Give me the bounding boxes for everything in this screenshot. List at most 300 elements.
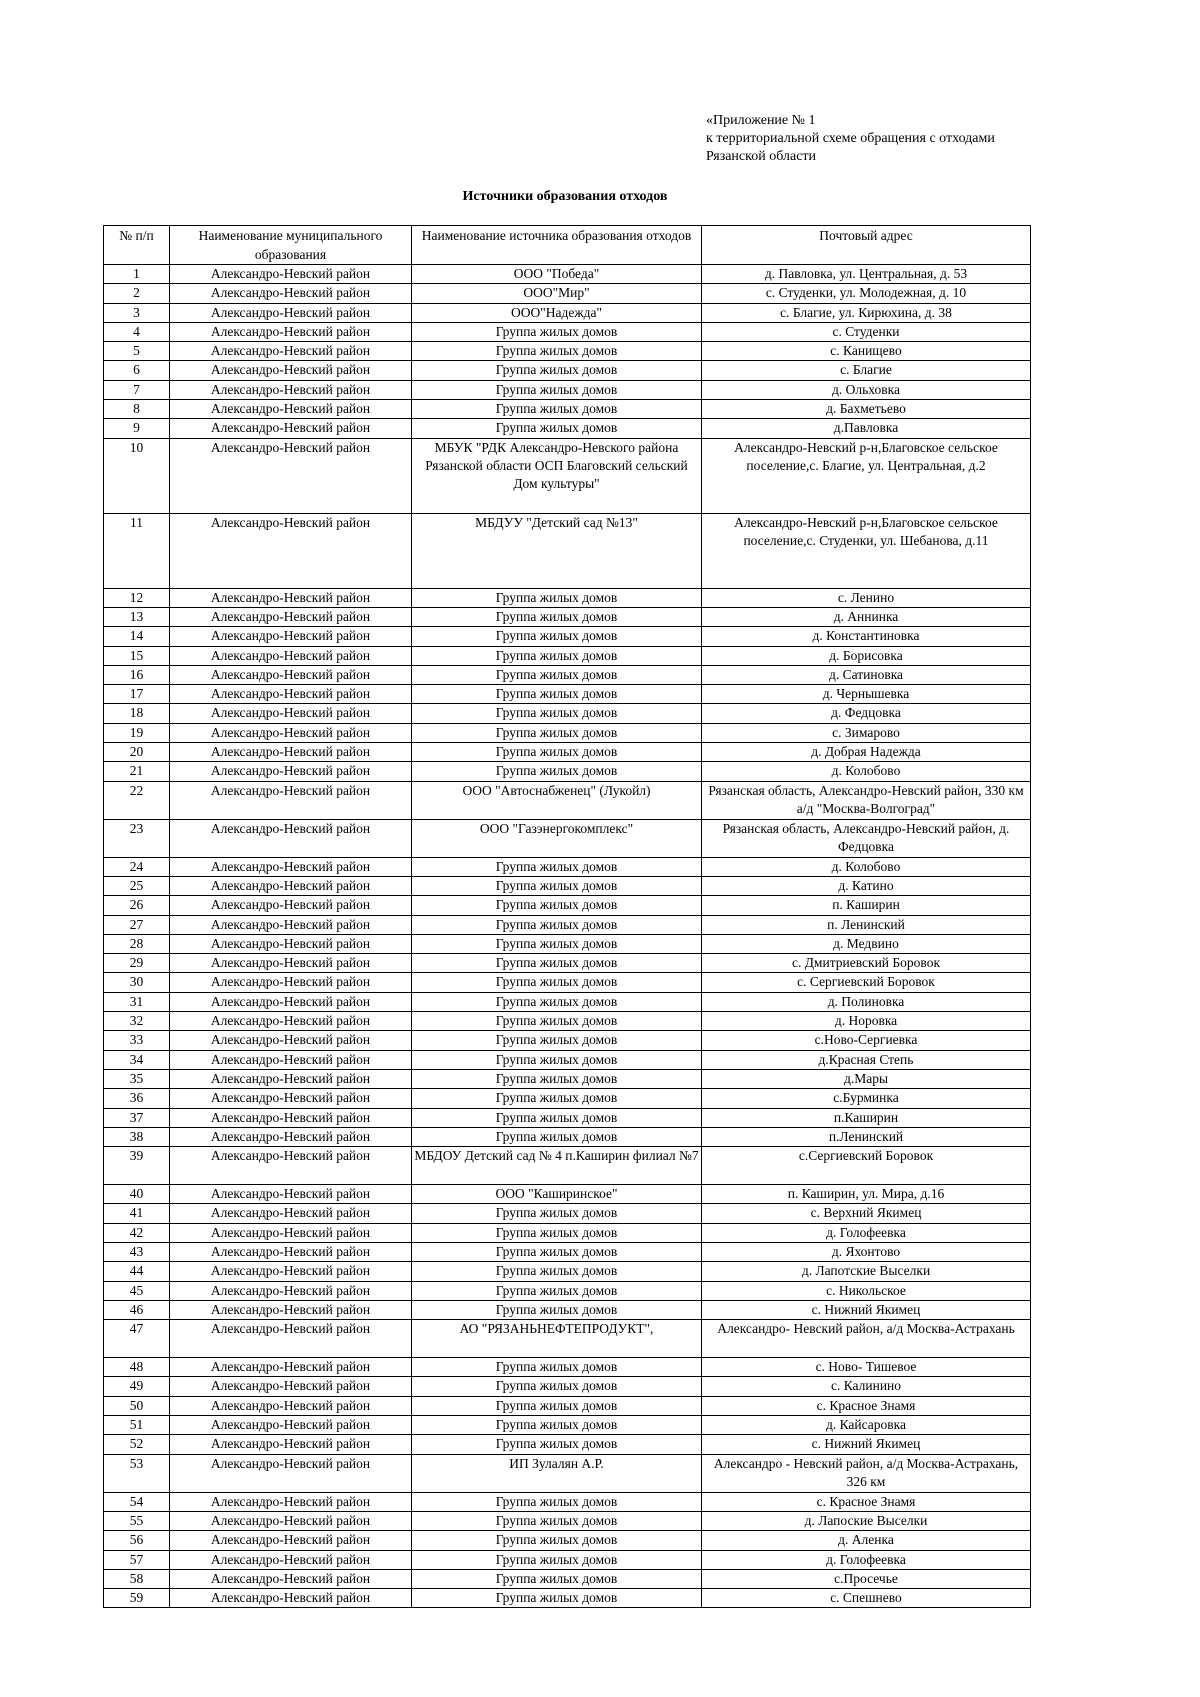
table-row	[104, 1589, 1031, 1608]
cell-address: д. Колобово	[702, 857, 1031, 876]
cell-number: 8	[104, 400, 170, 419]
table-row	[104, 954, 1031, 973]
cell-number: 34	[104, 1050, 170, 1069]
cell-source: Группа жилых домов	[412, 1262, 702, 1281]
cell-number: 38	[104, 1127, 170, 1146]
cell-source: Группа жилых домов	[412, 1589, 702, 1608]
cell-source: Группа жилых домов	[412, 762, 702, 781]
cell-municipality: Александро-Невский район	[170, 627, 412, 646]
cell-address: с. Канищево	[702, 342, 1031, 361]
cell-source: Группа жилых домов	[412, 1531, 702, 1550]
cell-municipality: Александро-Невский район	[170, 342, 412, 361]
cell-source: Группа жилых домов	[412, 1492, 702, 1511]
cell-source: Группа жилых домов	[412, 992, 702, 1011]
table-row	[104, 1089, 1031, 1108]
cell-municipality: Александро-Невский район	[170, 665, 412, 684]
table-row	[104, 876, 1031, 895]
table-body	[104, 265, 1031, 1608]
cell-source: Группа жилых домов	[412, 1281, 702, 1300]
table-row	[104, 438, 1031, 513]
table-row	[104, 1069, 1031, 1088]
table-row	[104, 400, 1031, 419]
cell-source: Группа жилых домов	[412, 419, 702, 438]
cell-address: с. Нижний Якимец	[702, 1300, 1031, 1319]
cell-number: 59	[104, 1589, 170, 1608]
cell-municipality: Александро-Невский район	[170, 646, 412, 665]
cell-source: АО "РЯЗАНЬНЕФТЕПРОДУКТ",	[412, 1320, 702, 1358]
cell-municipality: Александро-Невский район	[170, 1531, 412, 1550]
cell-source: Группа жилых домов	[412, 896, 702, 915]
cell-municipality: Александро-Невский район	[170, 685, 412, 704]
table-row	[104, 1050, 1031, 1069]
cell-number: 26	[104, 896, 170, 915]
table-row	[104, 1416, 1031, 1435]
cell-number: 46	[104, 1300, 170, 1319]
cell-municipality: Александро-Невский район	[170, 1281, 412, 1300]
cell-municipality: Александро-Невский район	[170, 1204, 412, 1223]
cell-number: 7	[104, 380, 170, 399]
cell-municipality: Александро-Невский район	[170, 1377, 412, 1396]
cell-municipality: Александро-Невский район	[170, 513, 412, 588]
cell-source: Группа жилых домов	[412, 1396, 702, 1415]
cell-source: Группа жилых домов	[412, 361, 702, 380]
cell-address: с. Дмитриевский Боровок	[702, 954, 1031, 973]
annex-line-1: «Приложение № 1	[706, 113, 816, 128]
cell-address: Александро - Невский район, а/д Москва-Астрахань, 326 км	[702, 1454, 1031, 1492]
cell-source: Группа жилых домов	[412, 1511, 702, 1530]
table-row	[104, 265, 1031, 284]
cell-address: с. Зимарово	[702, 723, 1031, 742]
cell-number: 17	[104, 685, 170, 704]
annex-block	[706, 112, 995, 166]
document-title: Источники образования отходов	[462, 189, 668, 204]
cell-address: с. Благие	[702, 361, 1031, 380]
cell-number: 51	[104, 1416, 170, 1435]
cell-municipality: Александро-Невский район	[170, 1492, 412, 1511]
cell-number: 32	[104, 1012, 170, 1031]
cell-address: п. Ленинский	[702, 915, 1031, 934]
cell-number: 1	[104, 265, 170, 284]
table-header-row	[104, 226, 1031, 265]
cell-source: ООО"Надежда"	[412, 303, 702, 322]
cell-address: д. Катино	[702, 876, 1031, 895]
cell-source: Группа жилых домов	[412, 934, 702, 953]
cell-address: д. Павловка, ул. Центральная, д. 53	[702, 265, 1031, 284]
cell-source: Группа жилых домов	[412, 322, 702, 341]
cell-address: д. Голофеевка	[702, 1223, 1031, 1242]
cell-municipality: Александро-Невский район	[170, 857, 412, 876]
table-row	[104, 1492, 1031, 1511]
cell-address: с.Бурминка	[702, 1089, 1031, 1108]
cell-municipality: Александро-Невский район	[170, 1320, 412, 1358]
table-row	[104, 1127, 1031, 1146]
table-row	[104, 1569, 1031, 1588]
cell-address: Рязанская область, Александро-Невский район, 330 км а/д "Москва-Волгоград"	[702, 781, 1031, 819]
table-row	[104, 419, 1031, 438]
cell-source: Группа жилых домов	[412, 954, 702, 973]
table-row	[104, 1012, 1031, 1031]
cell-source: Группа жилых домов	[412, 1108, 702, 1127]
header-municipality: Наименование муниципального образования	[170, 226, 412, 265]
cell-number: 36	[104, 1089, 170, 1108]
table-row	[104, 973, 1031, 992]
cell-address: с.Ново-Сергиевка	[702, 1031, 1031, 1050]
cell-municipality: Александро-Невский район	[170, 1089, 412, 1108]
cell-municipality: Александро-Невский район	[170, 419, 412, 438]
cell-source: ООО "Каширинское"	[412, 1185, 702, 1204]
cell-source: Группа жилых домов	[412, 627, 702, 646]
cell-address: д.Красная Степь	[702, 1050, 1031, 1069]
cell-number: 18	[104, 704, 170, 723]
table-row	[104, 915, 1031, 934]
cell-number: 31	[104, 992, 170, 1011]
cell-municipality: Александро-Невский район	[170, 322, 412, 341]
cell-number: 20	[104, 743, 170, 762]
cell-number: 29	[104, 954, 170, 973]
cell-address: с. Сергиевский Боровок	[702, 973, 1031, 992]
cell-number: 56	[104, 1531, 170, 1550]
cell-municipality: Александро-Невский район	[170, 819, 412, 857]
cell-municipality: Александро-Невский район	[170, 1454, 412, 1492]
table-row	[104, 361, 1031, 380]
cell-source: МБДОУ Детский сад № 4 п.Каширин филиал №7	[412, 1147, 702, 1185]
cell-number: 9	[104, 419, 170, 438]
cell-number: 27	[104, 915, 170, 934]
table-row	[104, 1550, 1031, 1569]
table-row	[104, 896, 1031, 915]
table-row	[104, 723, 1031, 742]
cell-address: Александро-Невский р-н,Благовское сельское поселение,с. Студенки, ул. Шебанова, д.11	[702, 513, 1031, 588]
cell-address: с.Сергиевский Боровок	[702, 1147, 1031, 1185]
cell-municipality: Александро-Невский район	[170, 762, 412, 781]
cell-address: д. Федцовка	[702, 704, 1031, 723]
cell-source: Группа жилых домов	[412, 743, 702, 762]
cell-number: 25	[104, 876, 170, 895]
cell-address: д. Кайсаровка	[702, 1416, 1031, 1435]
cell-number: 47	[104, 1320, 170, 1358]
cell-number: 13	[104, 607, 170, 626]
table-row	[104, 588, 1031, 607]
cell-source: МБДУУ "Детский сад №13"	[412, 513, 702, 588]
cell-address: п.Каширин	[702, 1108, 1031, 1127]
cell-source: Группа жилых домов	[412, 1069, 702, 1088]
cell-source: Группа жилых домов	[412, 1300, 702, 1319]
cell-number: 3	[104, 303, 170, 322]
cell-municipality: Александро-Невский район	[170, 400, 412, 419]
cell-source: Группа жилых домов	[412, 1242, 702, 1261]
cell-municipality: Александро-Невский район	[170, 607, 412, 626]
cell-number: 23	[104, 819, 170, 857]
cell-source: Группа жилых домов	[412, 876, 702, 895]
cell-address: д. Константиновка	[702, 627, 1031, 646]
cell-municipality: Александро-Невский район	[170, 380, 412, 399]
cell-address: с. Студенки, ул. Молодежная, д. 10	[702, 284, 1031, 303]
cell-municipality: Александро-Невский район	[170, 1435, 412, 1454]
cell-address: д.Павловка	[702, 419, 1031, 438]
table-row	[104, 607, 1031, 626]
cell-source: Группа жилых домов	[412, 1223, 702, 1242]
cell-number: 57	[104, 1550, 170, 1569]
cell-number: 45	[104, 1281, 170, 1300]
cell-address: д. Яхонтово	[702, 1242, 1031, 1261]
cell-municipality: Александро-Невский район	[170, 1511, 412, 1530]
table-row	[104, 1223, 1031, 1242]
table-row	[104, 1281, 1031, 1300]
waste-sources-table	[103, 225, 1031, 1608]
table-row	[104, 1531, 1031, 1550]
cell-address: с. Красное Знамя	[702, 1492, 1031, 1511]
cell-municipality: Александро-Невский район	[170, 954, 412, 973]
cell-municipality: Александро-Невский район	[170, 1396, 412, 1415]
cell-municipality: Александро-Невский район	[170, 1589, 412, 1608]
cell-source: Группа жилых домов	[412, 646, 702, 665]
table-row	[104, 934, 1031, 953]
table-row	[104, 303, 1031, 322]
cell-address: с. Ленино	[702, 588, 1031, 607]
cell-number: 19	[104, 723, 170, 742]
cell-source: Группа жилых домов	[412, 1416, 702, 1435]
cell-municipality: Александро-Невский район	[170, 934, 412, 953]
table-row	[104, 1454, 1031, 1492]
table-row	[104, 1185, 1031, 1204]
cell-municipality: Александро-Невский район	[170, 896, 412, 915]
cell-municipality: Александро-Невский район	[170, 1012, 412, 1031]
table-row	[104, 1262, 1031, 1281]
table-row	[104, 704, 1031, 723]
cell-source: Группа жилых домов	[412, 1089, 702, 1108]
cell-source: Группа жилых домов	[412, 380, 702, 399]
cell-municipality: Александро-Невский район	[170, 1147, 412, 1185]
cell-source: Группа жилых домов	[412, 1012, 702, 1031]
cell-municipality: Александро-Невский район	[170, 1223, 412, 1242]
cell-number: 12	[104, 588, 170, 607]
table-row	[104, 819, 1031, 857]
cell-municipality: Александро-Невский район	[170, 992, 412, 1011]
table-row	[104, 762, 1031, 781]
cell-number: 24	[104, 857, 170, 876]
cell-municipality: Александро-Невский район	[170, 973, 412, 992]
table-row	[104, 1320, 1031, 1358]
table-row	[104, 1300, 1031, 1319]
cell-number: 15	[104, 646, 170, 665]
cell-municipality: Александро-Невский район	[170, 1050, 412, 1069]
cell-address: д. Аннинка	[702, 607, 1031, 626]
cell-municipality: Александро-Невский район	[170, 1242, 412, 1261]
cell-source: Группа жилых домов	[412, 400, 702, 419]
cell-source: Группа жилых домов	[412, 1204, 702, 1223]
cell-number: 2	[104, 284, 170, 303]
cell-number: 33	[104, 1031, 170, 1050]
cell-source: ООО "Победа"	[412, 265, 702, 284]
cell-address: с. Верхний Якимец	[702, 1204, 1031, 1223]
cell-number: 14	[104, 627, 170, 646]
cell-municipality: Александро-Невский район	[170, 284, 412, 303]
cell-number: 42	[104, 1223, 170, 1242]
cell-address: с. Спешнево	[702, 1589, 1031, 1608]
cell-number: 40	[104, 1185, 170, 1204]
cell-address: д. Колобово	[702, 762, 1031, 781]
cell-source: Группа жилых домов	[412, 685, 702, 704]
cell-number: 41	[104, 1204, 170, 1223]
cell-number: 53	[104, 1454, 170, 1492]
cell-source: Группа жилых домов	[412, 607, 702, 626]
cell-number: 39	[104, 1147, 170, 1185]
cell-source: Группа жилых домов	[412, 1435, 702, 1454]
cell-number: 55	[104, 1511, 170, 1530]
table-row	[104, 322, 1031, 341]
cell-municipality: Александро-Невский район	[170, 1358, 412, 1377]
cell-source: Группа жилых домов	[412, 1550, 702, 1569]
table-row	[104, 1511, 1031, 1530]
annex-line-3: Рязанской области	[706, 149, 817, 164]
cell-address: Рязанская область, Александро-Невский район, д. Федцовка	[702, 819, 1031, 857]
cell-address: с. Ново- Тишевое	[702, 1358, 1031, 1377]
table-row	[104, 781, 1031, 819]
table-row	[104, 1204, 1031, 1223]
cell-address: д. Добрая Надежда	[702, 743, 1031, 762]
cell-number: 4	[104, 322, 170, 341]
cell-number: 28	[104, 934, 170, 953]
table-row	[104, 685, 1031, 704]
table-row	[104, 627, 1031, 646]
cell-municipality: Александро-Невский район	[170, 1185, 412, 1204]
table-row	[104, 1108, 1031, 1127]
cell-municipality: Александро-Невский район	[170, 1031, 412, 1050]
cell-source: Группа жилых домов	[412, 1031, 702, 1050]
cell-number: 48	[104, 1358, 170, 1377]
cell-municipality: Александро-Невский район	[170, 588, 412, 607]
table-row	[104, 284, 1031, 303]
cell-source: Группа жилых домов	[412, 588, 702, 607]
cell-municipality: Александро-Невский район	[170, 1550, 412, 1569]
cell-address: д. Ольховка	[702, 380, 1031, 399]
cell-source: Группа жилых домов	[412, 1127, 702, 1146]
cell-address: с.Просечье	[702, 1569, 1031, 1588]
cell-source: Группа жилых домов	[412, 704, 702, 723]
table-row	[104, 1396, 1031, 1415]
cell-municipality: Александро-Невский район	[170, 743, 412, 762]
cell-number: 5	[104, 342, 170, 361]
cell-address: д. Борисовка	[702, 646, 1031, 665]
cell-municipality: Александро-Невский район	[170, 438, 412, 513]
cell-source: МБУК "РДК Александро-Невского района Рязанской области ОСП Благовский сельский Дом культуры"	[412, 438, 702, 513]
cell-municipality: Александро-Невский район	[170, 723, 412, 742]
table-row	[104, 1377, 1031, 1396]
cell-address: с. Нижний Якимец	[702, 1435, 1031, 1454]
table-row	[104, 1435, 1031, 1454]
cell-number: 43	[104, 1242, 170, 1261]
table-row	[104, 1242, 1031, 1261]
cell-number: 50	[104, 1396, 170, 1415]
cell-number: 21	[104, 762, 170, 781]
cell-address: п.Ленинский	[702, 1127, 1031, 1146]
table-row	[104, 342, 1031, 361]
cell-number: 49	[104, 1377, 170, 1396]
cell-address: с. Благие, ул. Кирюхина, д. 38	[702, 303, 1031, 322]
table-row	[104, 1147, 1031, 1185]
cell-address: д. Чернышевка	[702, 685, 1031, 704]
table-row	[104, 857, 1031, 876]
header-source: Наименование источника образования отходов	[412, 226, 702, 265]
cell-municipality: Александро-Невский район	[170, 1262, 412, 1281]
cell-municipality: Александро-Невский район	[170, 1300, 412, 1319]
cell-number: 22	[104, 781, 170, 819]
cell-source: ИП Зулалян А.Р.	[412, 1454, 702, 1492]
table-row	[104, 743, 1031, 762]
cell-address: с. Калинино	[702, 1377, 1031, 1396]
table-row	[104, 513, 1031, 588]
cell-source: Группа жилых домов	[412, 1377, 702, 1396]
table-row	[104, 380, 1031, 399]
cell-address: д. Голофеевка	[702, 1550, 1031, 1569]
cell-address: д. Сатиновка	[702, 665, 1031, 684]
cell-number: 52	[104, 1435, 170, 1454]
cell-address: д. Бахметьево	[702, 400, 1031, 419]
cell-address: д. Медвино	[702, 934, 1031, 953]
cell-municipality: Александро-Невский район	[170, 1108, 412, 1127]
cell-municipality: Александро-Невский район	[170, 265, 412, 284]
cell-municipality: Александро-Невский район	[170, 704, 412, 723]
cell-source: Группа жилых домов	[412, 973, 702, 992]
cell-number: 6	[104, 361, 170, 380]
cell-number: 37	[104, 1108, 170, 1127]
cell-number: 54	[104, 1492, 170, 1511]
cell-source: Группа жилых домов	[412, 342, 702, 361]
table-row	[104, 646, 1031, 665]
table-row	[104, 992, 1031, 1011]
cell-address: д. Аленка	[702, 1531, 1031, 1550]
cell-address: п. Каширин, ул. Мира, д.16	[702, 1185, 1031, 1204]
cell-number: 44	[104, 1262, 170, 1281]
cell-source: Группа жилых домов	[412, 915, 702, 934]
cell-source: Группа жилых домов	[412, 857, 702, 876]
table-row	[104, 665, 1031, 684]
cell-address: п. Каширин	[702, 896, 1031, 915]
cell-municipality: Александро-Невский район	[170, 876, 412, 895]
cell-address: д.Мары	[702, 1069, 1031, 1088]
cell-source: ООО "Автоснабженец" (Лукойл)	[412, 781, 702, 819]
cell-address: Александро- Невский район, а/д Москва-Астрахань	[702, 1320, 1031, 1358]
cell-number: 35	[104, 1069, 170, 1088]
cell-municipality: Александро-Невский район	[170, 781, 412, 819]
cell-municipality: Александро-Невский район	[170, 1569, 412, 1588]
header-address: Почтовый адрес	[702, 226, 1031, 265]
cell-municipality: Александро-Невский район	[170, 1069, 412, 1088]
cell-source: Группа жилых домов	[412, 723, 702, 742]
cell-municipality: Александро-Невский район	[170, 1127, 412, 1146]
cell-address: Александро-Невский р-н,Благовское сельское поселение,с. Благие, ул. Центральная, д.2	[702, 438, 1031, 513]
cell-number: 58	[104, 1569, 170, 1588]
cell-address: д. Норовка	[702, 1012, 1031, 1031]
annex-line-2: к территориальной схеме обращения с отходами	[706, 131, 995, 146]
cell-number: 11	[104, 513, 170, 588]
cell-address: с. Красное Знамя	[702, 1396, 1031, 1415]
cell-source: Группа жилых домов	[412, 1569, 702, 1588]
cell-address: с. Студенки	[702, 322, 1031, 341]
table-row	[104, 1358, 1031, 1377]
cell-municipality: Александро-Невский район	[170, 1416, 412, 1435]
cell-source: Группа жилых домов	[412, 1358, 702, 1377]
cell-address: д. Лапотские Выселки	[702, 1262, 1031, 1281]
cell-source: Группа жилых домов	[412, 665, 702, 684]
header-number: № п/п	[104, 226, 170, 265]
cell-address: д. Лапоские Выселки	[702, 1511, 1031, 1530]
cell-municipality: Александро-Невский район	[170, 361, 412, 380]
cell-municipality: Александро-Невский район	[170, 303, 412, 322]
cell-source: ООО "Газэнергокомплекс"	[412, 819, 702, 857]
cell-source: ООО"Мир"	[412, 284, 702, 303]
cell-source: Группа жилых домов	[412, 1050, 702, 1069]
